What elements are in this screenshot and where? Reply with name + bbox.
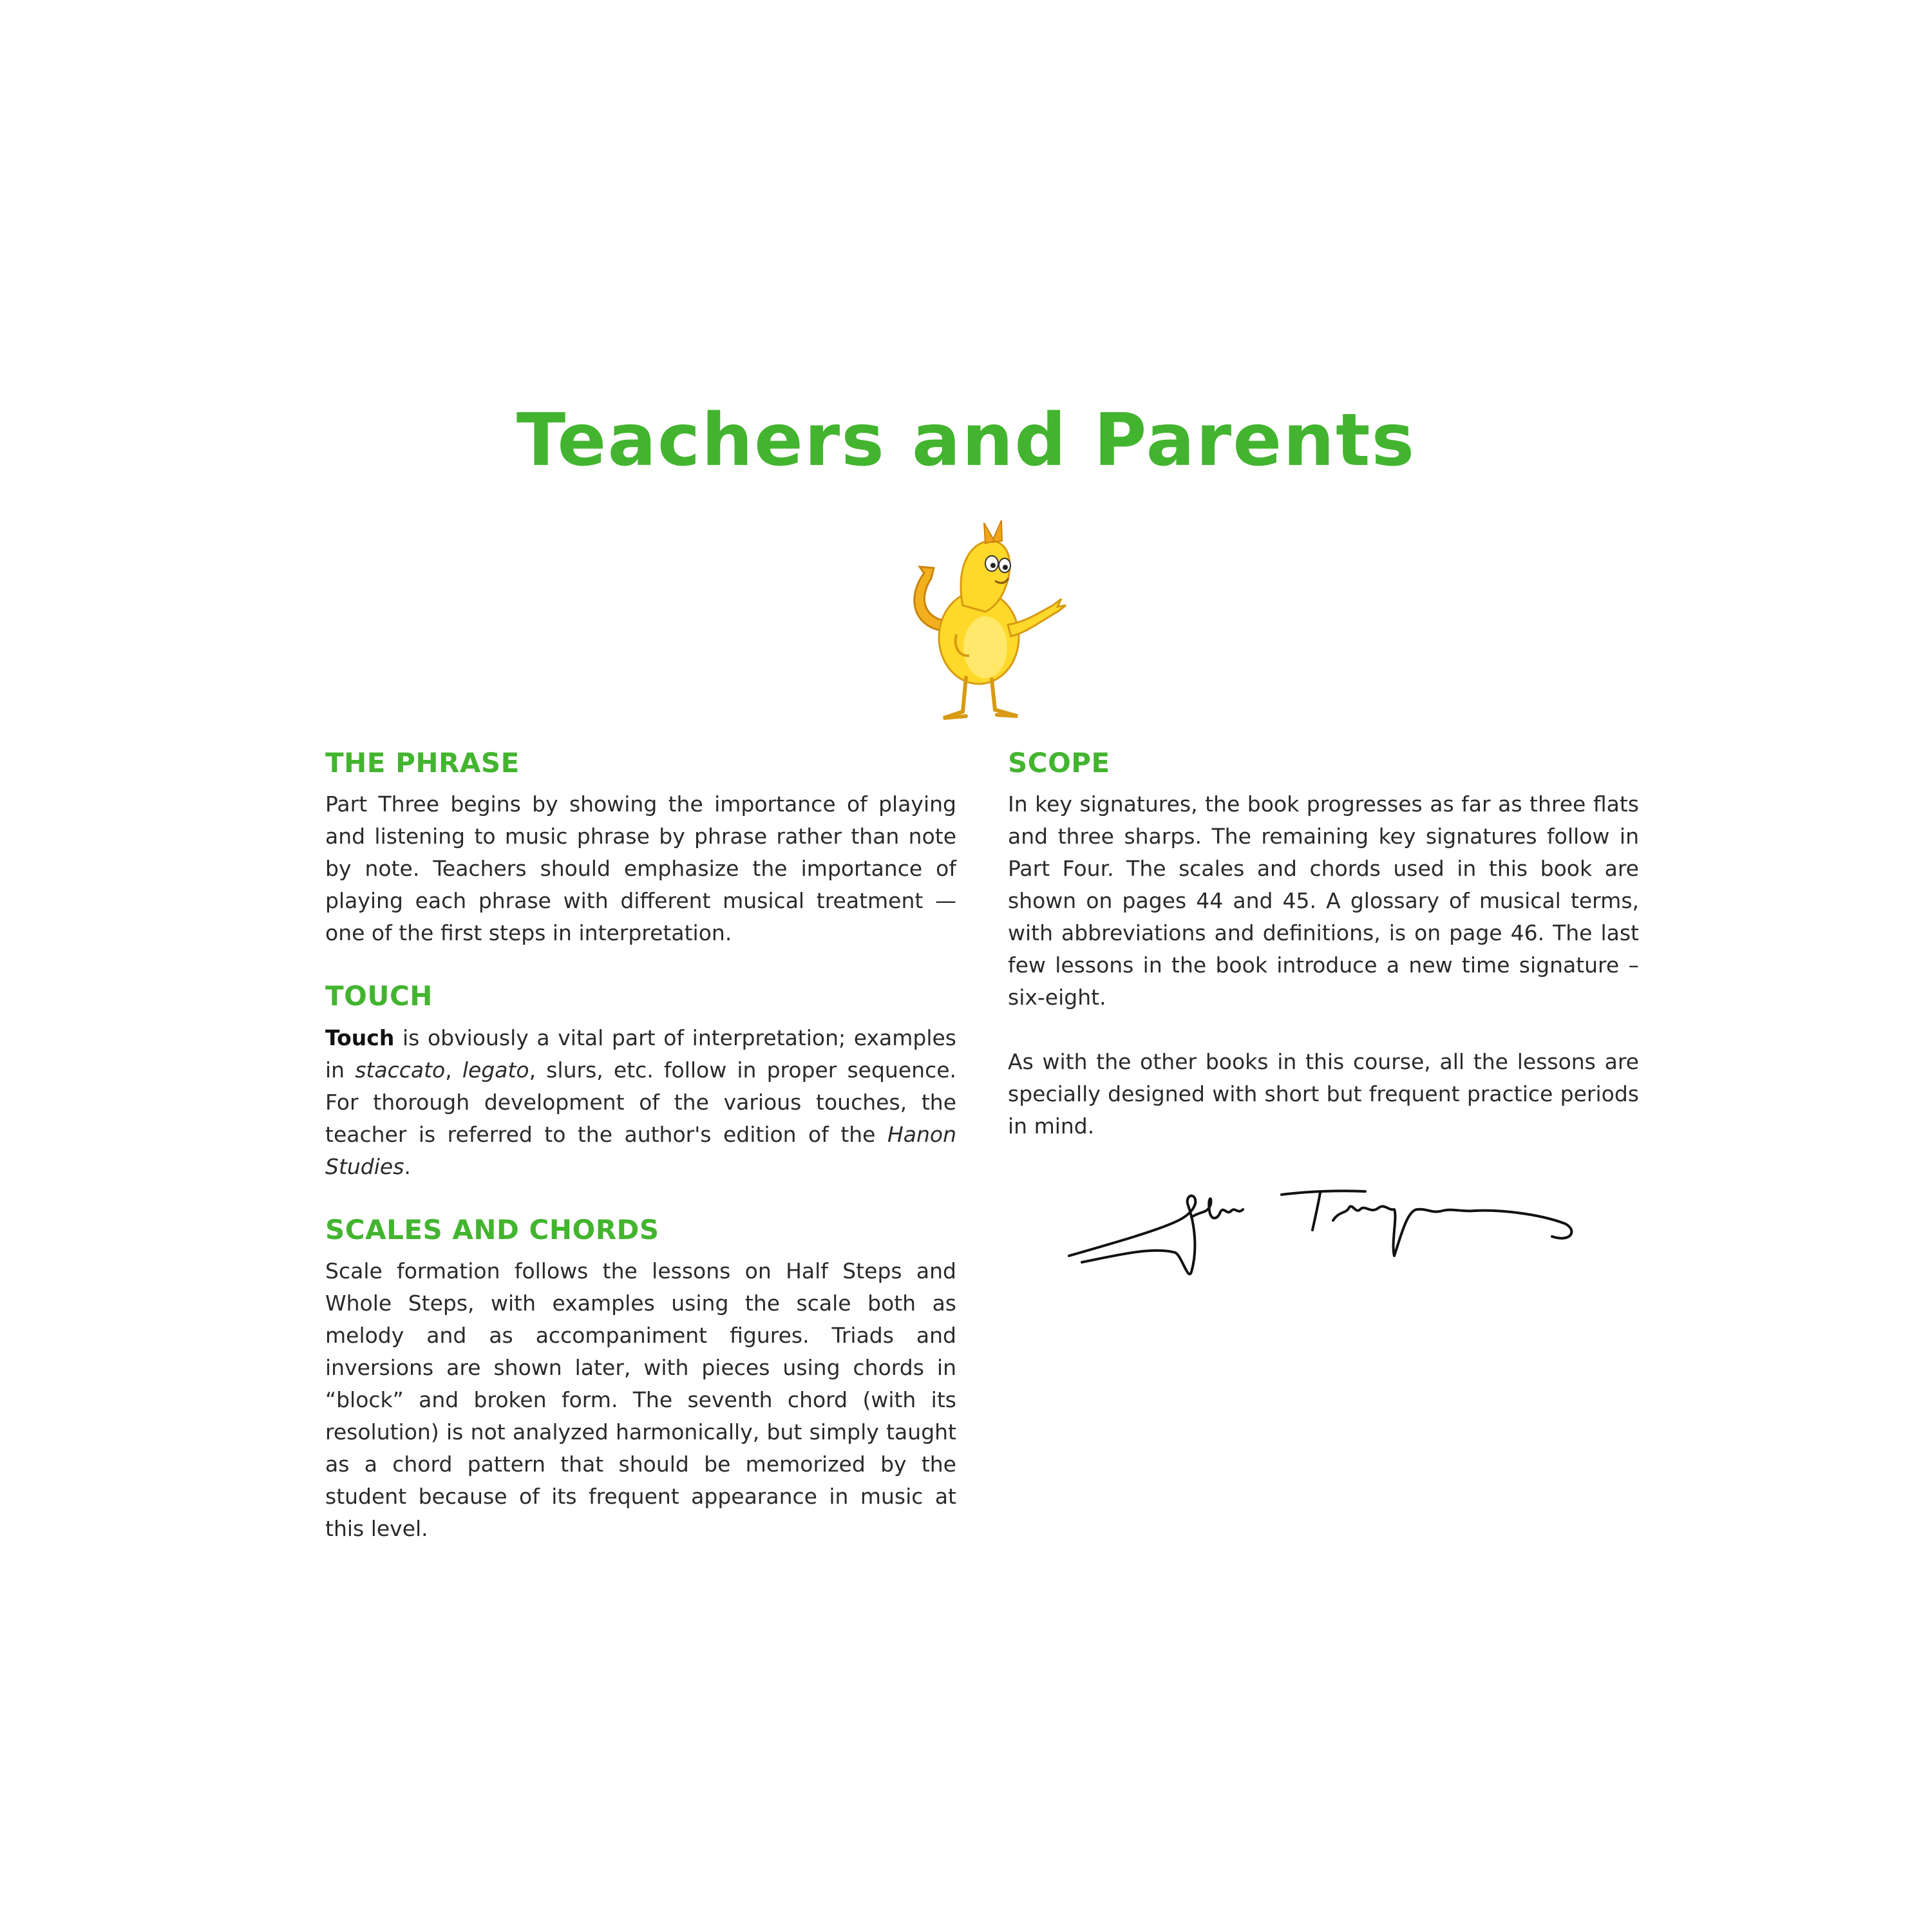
section-heading: TOUCH <box>325 980 433 1012</box>
yellow-dragon-mascot-icon <box>889 509 1082 728</box>
left-column <box>325 747 956 1576</box>
section-the-phrase <box>325 747 956 949</box>
section-heading: SCOPE <box>1008 747 1110 779</box>
page-title: Teachers and Parents <box>516 399 1416 482</box>
body-text: is obviously a vital part of interpretation; examples in <box>325 1025 956 1083</box>
section-body: Scale formation follows the lessons on Half Steps and Whole Steps, with examples using the scale both as melody and as accompaniment figures. Triads and inversions are shown later, with pieces using chords in “block” and broken form. The seventh chord (with its resolution) is not analyzed harmonically, but simply taught as a chord pattern that should be memorized by the student because of its frequent appearance in music at this level. <box>325 1258 956 1542</box>
section-scales-and-chords <box>325 1214 956 1545</box>
section-body: Part Three begins by showing the importance of playing and listening to music phrase by phrase rather than note by note. Teachers should emphasize the importance of playing each phrase with different musical treatment — one of the first steps in interpretation. <box>325 791 956 946</box>
right-column <box>1008 747 1639 1173</box>
term-staccato: staccato <box>355 1057 446 1083</box>
section-body: As with the other books in this course, all the lessons are specially designed with short but frequent practice periods in mind. <box>1008 1049 1639 1139</box>
term-legato: legato <box>462 1057 529 1083</box>
paragraph-gap <box>1008 1014 1639 1046</box>
reference-title: Hanon Studies <box>325 1121 956 1179</box>
lead-term: Touch <box>325 1025 395 1050</box>
section-scope <box>1008 747 1639 1142</box>
section-body <box>325 1022 956 1183</box>
period: . <box>404 1153 411 1179</box>
section-heading: THE PHRASE <box>325 747 520 779</box>
section-heading: SCALES AND CHORDS <box>325 1213 659 1245</box>
signature-image <box>1063 1159 1578 1288</box>
separator: , <box>445 1057 462 1083</box>
section-body: In key signatures, the book progresses as far as three flats and three sharps. The remaining key signatures follow in Part Four. The scales and chords used in this book are shown on pages 44 and 45. A glossary of musical terms, with abbreviations and definitions, is on page 46. The last few lessons in the book introduce a new time signature – six-eight. <box>1008 791 1639 1010</box>
section-touch <box>325 980 956 1182</box>
body-text: , slurs, etc. follow in proper sequence. For thorough development of the various touches, the teacher is referred to the author's edition of the <box>325 1057 957 1147</box>
